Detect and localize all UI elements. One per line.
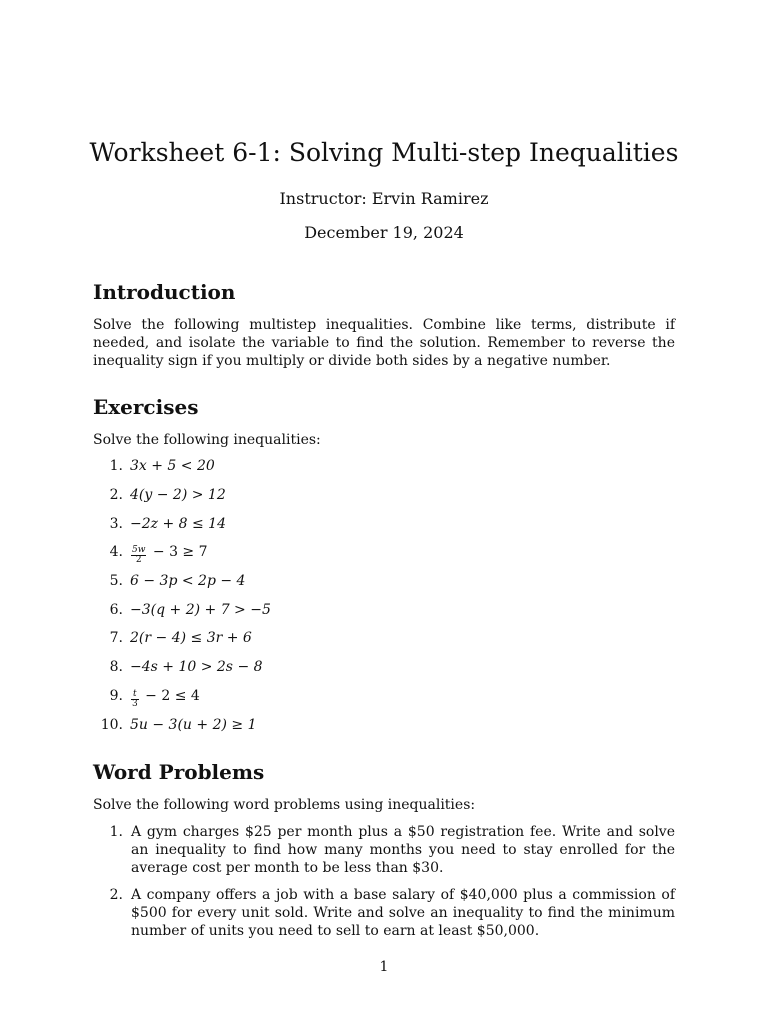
exercise-expression: −4s + 10 > 2s − 8 bbox=[130, 659, 263, 675]
exercise-expression: 5u − 3(u + 2) ≥ 1 bbox=[130, 717, 257, 733]
exercise-fraction bbox=[131, 690, 139, 709]
fraction-denominator: 2 bbox=[135, 555, 142, 565]
exercise-fraction bbox=[131, 546, 146, 565]
word-problems-lead: Solve the following word problems using inequalities: bbox=[93, 797, 476, 813]
exercise-number: 10. bbox=[100, 717, 123, 733]
fraction-numerator: t bbox=[131, 690, 139, 700]
exercise-item bbox=[93, 485, 226, 505]
word-problem-number: 2. bbox=[109, 887, 123, 903]
exercise-expression: 3x + 5 < 20 bbox=[130, 458, 215, 474]
introduction-heading: Introduction bbox=[93, 280, 236, 304]
exercise-item bbox=[93, 542, 208, 565]
exercise-item bbox=[93, 571, 245, 591]
word-problem-item bbox=[93, 823, 675, 878]
document-date: December 19, 2024 bbox=[304, 223, 464, 242]
fraction-denominator: 3 bbox=[132, 699, 138, 709]
page-title: Worksheet 6-1: Solving Multi-step Inequalities bbox=[89, 138, 679, 167]
exercise-number: 3. bbox=[109, 516, 123, 532]
exercise-number: 8. bbox=[109, 659, 123, 675]
word-problem-text: A company offers a job with a base salary of $40,000 plus a commission of $500 for every unit sold. Write and solve an inequality to find the minimum number of units you need to sell to earn at least $50,000. bbox=[131, 887, 675, 940]
introduction-text: Solve the following multistep inequalities. Combine like terms, distribute if needed, and isolate the variable to find the solution. Remember to reverse the inequality sign if you multiply or divide both sides by a negative number. bbox=[93, 317, 675, 370]
instructor-name: Instructor: Ervin Ramirez bbox=[279, 189, 489, 208]
exercise-expression: 6 − 3p < 2p − 4 bbox=[130, 573, 246, 589]
exercise-number: 6. bbox=[109, 602, 123, 618]
exercise-item bbox=[93, 657, 263, 677]
fraction-numerator: 5w bbox=[132, 545, 146, 555]
exercise-item bbox=[93, 686, 200, 709]
exercise-expression: −3(q + 2) + 7 > −5 bbox=[130, 602, 271, 618]
exercise-expression: − 2 ≤ 4 bbox=[140, 688, 200, 704]
exercise-item bbox=[93, 715, 256, 735]
exercise-item bbox=[93, 628, 252, 648]
exercise-item bbox=[93, 600, 271, 620]
exercise-number: 9. bbox=[109, 688, 123, 704]
word-problem-text: A gym charges $25 per month plus a $50 registration fee. Write and solve an inequality to find how many months you need to stay enrolled for the average cost per month to be less than $30. bbox=[131, 824, 675, 877]
exercise-number: 7. bbox=[109, 630, 123, 646]
exercise-item bbox=[93, 514, 226, 534]
exercise-expression: −2z + 8 ≤ 14 bbox=[130, 516, 226, 532]
exercise-expression: 2(r − 4) ≤ 3r + 6 bbox=[130, 630, 252, 646]
word-problems-heading: Word Problems bbox=[93, 760, 265, 784]
exercises-heading: Exercises bbox=[93, 395, 199, 419]
exercises-lead: Solve the following inequalities: bbox=[93, 432, 321, 448]
exercise-expression: 4(y − 2) > 12 bbox=[130, 487, 226, 503]
exercise-expression: − 3 ≥ 7 bbox=[148, 544, 208, 560]
exercise-number: 4. bbox=[109, 544, 123, 560]
word-problem-number: 1. bbox=[109, 824, 123, 840]
page-number: 1 bbox=[379, 959, 389, 975]
exercise-number: 5. bbox=[109, 573, 123, 589]
exercise-number: 2. bbox=[109, 487, 123, 503]
word-problem-item bbox=[93, 886, 675, 941]
exercise-number: 1. bbox=[109, 458, 123, 474]
exercise-item bbox=[93, 456, 215, 476]
